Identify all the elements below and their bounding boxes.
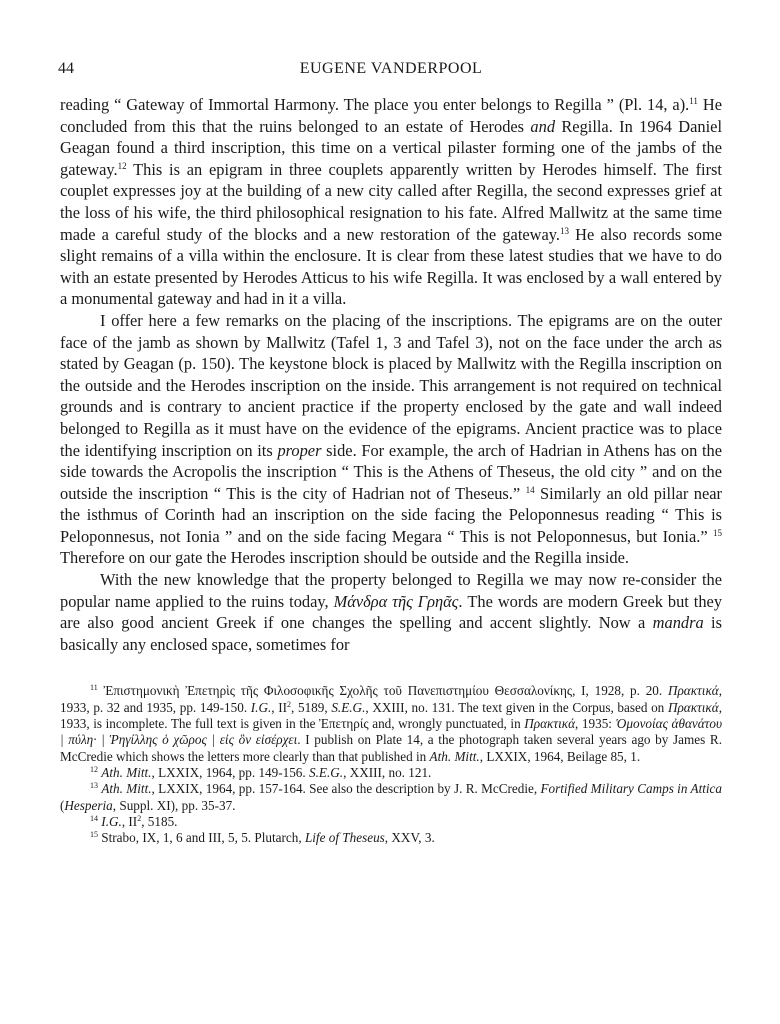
page-number: 44 — [58, 60, 74, 77]
footnote-ref-11[interactable]: 11 — [689, 96, 698, 106]
paragraph-1: reading “ Gateway of Immortal Harmony. The place you enter belongs to Regilla ” (Pl. 14, a).$^{11}$ He concluded from this that the ruins belonged to an estate of Herodes and Regilla. In 1964 Daniel Geagan found a third inscription, this time on a vertical pilaster forming one of the jambs of the gateway.$^{12}$ This is an epigram in three couplets apparently written by Herodes himself. The first couplet expresses joy at the building of a new city called after Regilla, the second expresses grief at the loss of his wife, the third philosophical resignation to his fate. Alfred Mallwitz at the same time made a careful study of the blocks and a new restoration of the gateway.$^{13}$ He also records some slight remains of a villa within the enclosure. It is clear from these latest studies that we have to do with an estate presented by Herodes Atticus to his wife Regilla. It was enclosed by a wall entered by a monumental gateway and had in it a villa. — [60, 95, 722, 309]
paragraph-2: I offer here a few remarks on the placing of the inscriptions. The epigrams are on the outer face of the jamb as shown by Mallwitz (Tafel 1, 3 and Tafel 3), not on the face under the arch as stated by Geagan (p. 150). The keystone block is placed by Mallwitz with the Regilla inscription on the outside and the Herodes inscription on the inside. This arrangement is not required on technical grounds and is contrary to ancient practice if the property enclosed by the gate and wall indeed belonged to Regilla as it must have on the evidence of the epigrams. Ancient practice was to place the identifying inscription on its proper side. For example, the arch of Hadrian in Athens has on the side towards the Acropolis the inscription “ This is the Athens of Theseus, the old city ” and on the outside the inscription “ This is the city of Hadrian not of Theseus.” $^{14}$ Similarly an old pillar near the isthmus of Corinth had an inscription on the side facing the Peloponnesus reading “ This is Peloponnesus, not Ionia ” and on the side facing Megara “ This is not Peloponnesus, but Ionia.” $^{15}$ Therefore on our gate the Herodes inscription should be outside and the Regilla inside. — [60, 310, 722, 568]
footnote-15: $^{15}$ Strabo, IX, 1, 6 and III, 5, 5. Plutarch, Life of Theseus, XXV, 3. — [90, 830, 435, 846]
footnote-14: $^{14}$ I.G., $II^2$, 5185. — [90, 813, 178, 829]
footnote-13: $^{13}$ Ath. Mitt., LXXIX, 1964, pp. 157-164. See also the description by J. R. McCredie, Fortified Military Camps in Attica (Hesperia, Suppl. XI), pp. 35-37. — [60, 781, 723, 813]
footnote-ref-12[interactable]: 12 — [117, 160, 127, 171]
paragraph-3: With the new knowledge that the property belonged to Regilla we may now re-consider the popular name applied to the ruins today, Μάνδρα τῆς Γρηᾶς. The words are modern Greek but they are also good ancient Greek if one changes the spelling and accent slightly. Now a mandra is basically any enclosed space, sometimes for — [60, 570, 723, 654]
footnotes — [60, 683, 722, 846]
running-head: EUGENE VANDERPOOL — [299, 60, 483, 77]
page — [60, 60, 722, 846]
footnote-ref-13[interactable]: 13 — [560, 225, 569, 236]
body-text — [60, 94, 722, 655]
page-header — [60, 60, 722, 86]
footnote-12: $^{12}$ Ath. Mitt., LXXIX, 1964, pp. 149-156. S.E.G., XXIII, no. 121. — [90, 764, 432, 780]
footnote-11: $^{11}$ Ἐπιστημονικὴ Ἐπετηρὶς τῆς Φιλοσοφικῆς Σχολῆς τοῦ Πανεπιστημίου Θεσσαλονίκης, I, 1928, p. 20. Πρακτικά, 1933, p. 32 and 1935, pp. 149-150. I.G., $II^2$, 5189, S.E.G., XXIII, no. 131. The text given in the Corpus, based on Πρακτικά, 1933, is incomplete. The full text is given in the Ἐπετηρίς and, wrongly punctuated, in Πρακτικά, 1935: Ὁμονοίας ἀθανάτου | πύλη· | Ῥηγίλλης ὁ χῶρος | εἰς ὃν εἰσέρχει. I publish on Plate 14, a the photograph taken several years ago by James R. McCredie which shows the letters more clearly than that published in Ath. Mitt., LXXIX, 1964, Beilage 85, 1. — [60, 683, 723, 764]
footnote-ref-15[interactable]: 15 — [713, 527, 722, 538]
footnote-ref-14[interactable]: 14 — [525, 484, 535, 495]
